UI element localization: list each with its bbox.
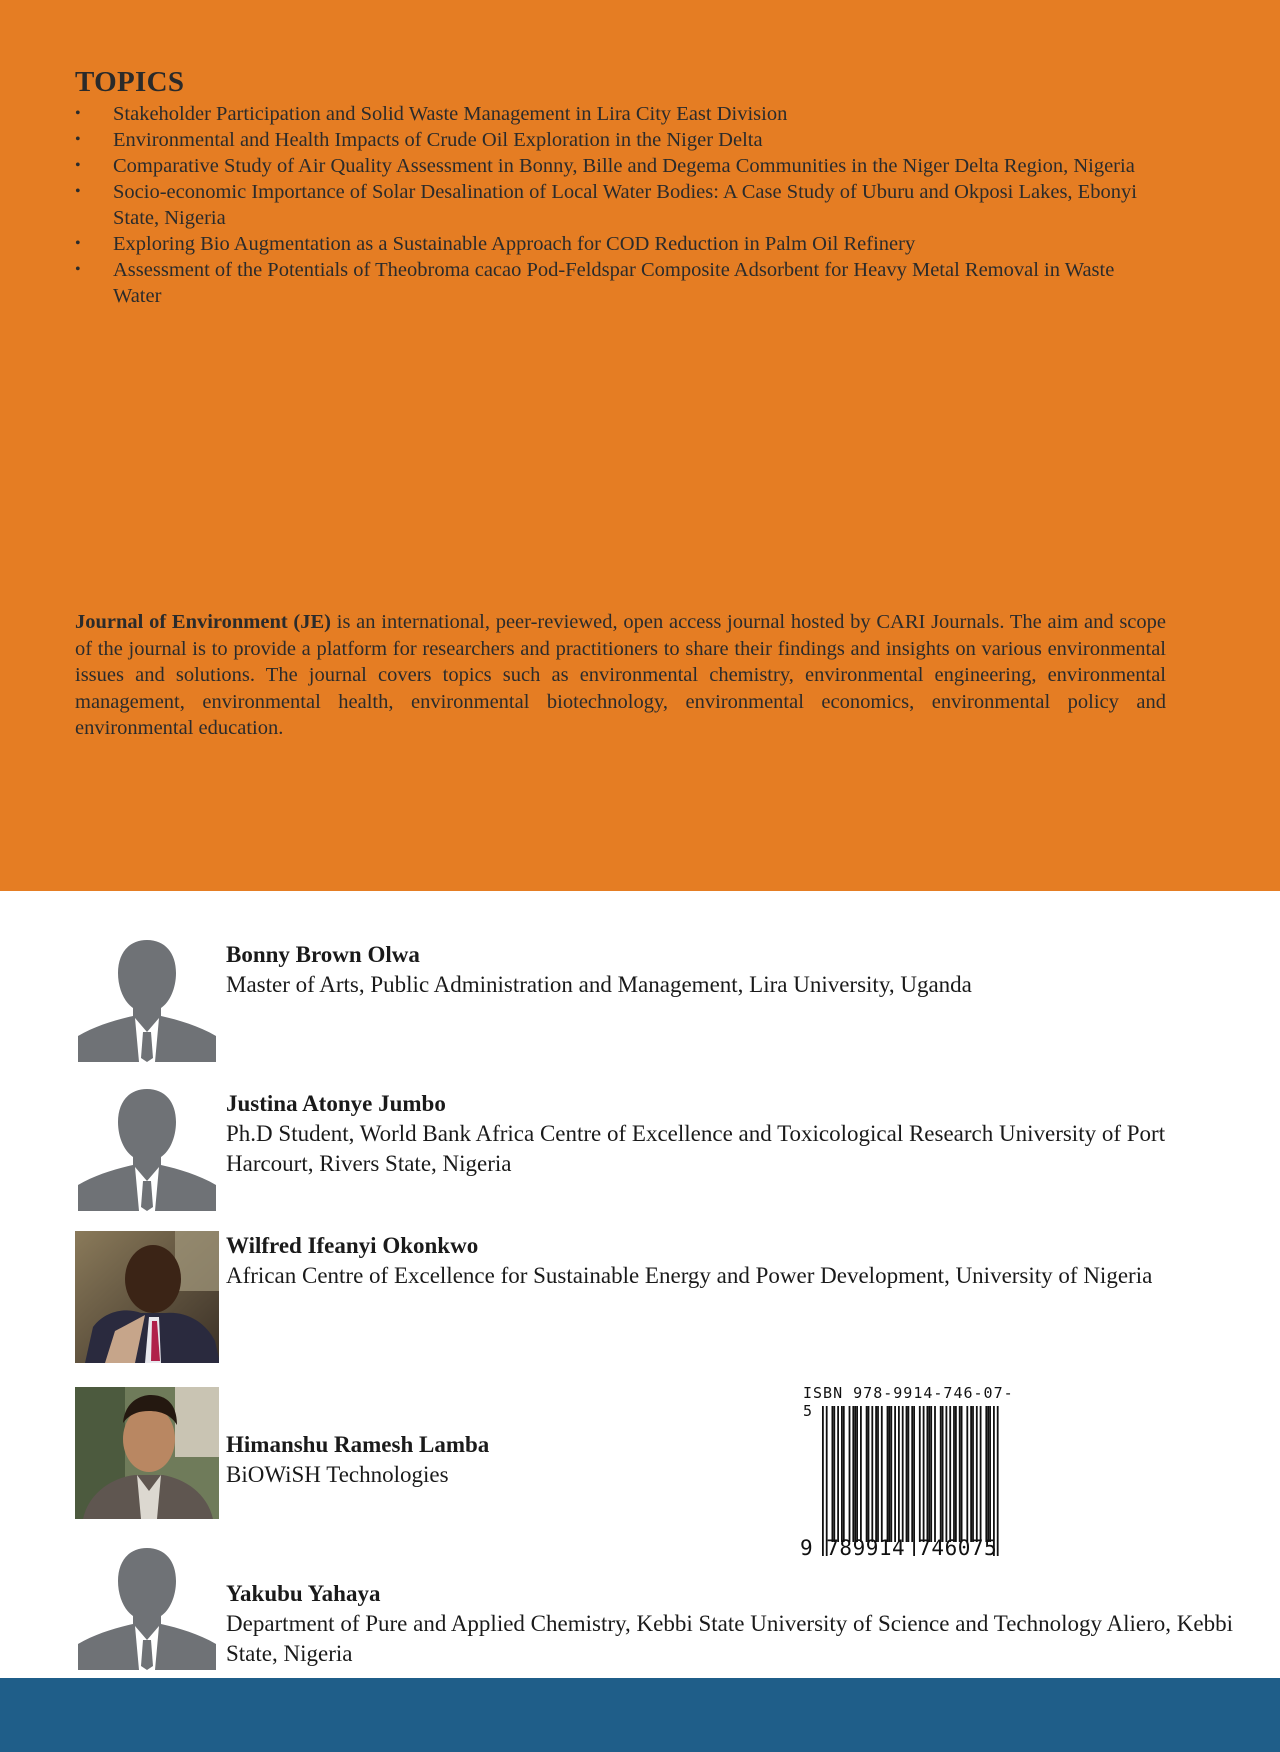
barcode-bar — [902, 1406, 904, 1542]
journal-name: Journal of Environment (JE) — [75, 611, 332, 633]
author-name: Yakubu Yahaya — [226, 1581, 381, 1606]
author-affiliation: BiOWiSH Technologies — [226, 1462, 449, 1487]
topic-item: • Comparative Study of Air Quality Assessment in Bonny, Bille and Degema Communities in the Niger Delta Region, Nigeria — [75, 155, 1135, 177]
barcode-bar — [833, 1406, 835, 1542]
barcode-bar — [959, 1406, 961, 1542]
barcode-bar — [930, 1406, 932, 1542]
barcode-bar — [946, 1406, 948, 1542]
barcode-bar — [849, 1406, 851, 1542]
journal-description-text: is an international, peer-reviewed, open access journal hosted by CARI Journals. The aim and scope of the journal is to provide a platform for researchers and practitioners to share their findings and insights on various environmental issues and solutions. The journal covers topics such as environmental chemistry, environmental engineering, environmental management, environmental health, environmental biotechnology, environmental economics, environmental policy and environmental education. — [75, 611, 1166, 739]
barcode-bar — [871, 1406, 873, 1542]
barcode-bar — [894, 1406, 896, 1542]
barcode-bar — [989, 1406, 991, 1542]
barcode-bar — [993, 1406, 995, 1556]
barcode-bar — [966, 1406, 968, 1542]
barcode-bar — [898, 1406, 900, 1542]
barcode-bar — [856, 1406, 858, 1542]
barcode-bar — [923, 1406, 925, 1542]
barcode-bar — [843, 1406, 845, 1542]
topic-item: • Assessment of the Potentials of Theobroma cacao Pod-Feldspar Composite Adsorbent for Heavy Metal Removal in Waste Water — [75, 259, 1115, 307]
bullet-icon: • — [75, 105, 81, 122]
barcode-bar — [913, 1406, 915, 1556]
bullet-icon: • — [75, 131, 81, 148]
barcode-bar — [972, 1406, 974, 1542]
barcode-bars — [800, 1406, 1010, 1556]
topic-item: • Stakeholder Participation and Solid Waste Management in Lira City East Division — [75, 103, 788, 125]
barcode-bar — [890, 1406, 892, 1542]
barcode-bar — [906, 1406, 908, 1542]
barcode-bar — [985, 1406, 987, 1542]
barcode-bar — [881, 1406, 883, 1542]
barcode-digits: 9 789914 746075 — [800, 1536, 998, 1560]
isbn-label: ISBN 978-9914-746-07-5 — [803, 1384, 1014, 1420]
barcode-bar — [934, 1406, 936, 1542]
barcode-bar — [987, 1406, 989, 1542]
barcode-bar — [980, 1406, 982, 1542]
topics-list — [75, 101, 1155, 309]
barcode-bar — [826, 1406, 828, 1556]
barcode-bar — [976, 1406, 978, 1542]
topic-item: • Environmental and Health Impacts of Crude Oil Exploration in the Niger Delta — [75, 129, 763, 151]
barcode-bar — [949, 1406, 951, 1542]
author-name: Wilfred Ifeanyi Okonkwo — [226, 1233, 479, 1258]
barcode-bar — [822, 1406, 824, 1556]
placeholder-silhouette-icon — [75, 940, 219, 1072]
barcode-bar — [854, 1406, 856, 1542]
author-affiliation: Department of Pure and Applied Chemistry, Kebbi State University of Science and Technology Aliero, Kebbi State, Nigeria — [226, 1611, 1233, 1666]
placeholder-silhouette-icon — [75, 1089, 219, 1221]
topic-item: • Socio-economic Importance of Solar Desalination of Local Water Bodies: A Case Study of Uburu and Okposi Lakes, Ebonyi State, Nigeria — [75, 181, 1137, 229]
barcode-bar — [887, 1406, 889, 1542]
author-affiliation: African Centre of Excellence for Sustainable Energy and Power Development, University of Nigeria — [226, 1263, 1153, 1288]
barcode-bar — [955, 1406, 957, 1542]
barcode-bar — [852, 1406, 854, 1542]
placeholder-silhouette-icon — [75, 1548, 219, 1680]
author-name: Himanshu Ramesh Lamba — [226, 1432, 490, 1457]
barcode-bar — [953, 1406, 955, 1542]
barcode-bar — [919, 1406, 921, 1542]
barcode-bar — [911, 1406, 913, 1542]
barcode-bar — [997, 1406, 999, 1556]
bullet-icon: • — [75, 261, 81, 278]
barcode-bar — [860, 1406, 862, 1542]
barcode-bar — [908, 1406, 910, 1542]
barcode-bar — [841, 1406, 843, 1542]
author-name: Bonny Brown Olwa — [226, 942, 420, 967]
portrait-photo — [75, 1231, 219, 1363]
barcode-bar — [927, 1406, 929, 1542]
bullet-icon: • — [75, 183, 81, 200]
barcode-bar — [961, 1406, 963, 1542]
author-name: Justina Atonye Jumbo — [226, 1091, 446, 1116]
barcode-bar — [928, 1406, 930, 1542]
barcode-bar — [889, 1406, 891, 1542]
barcode-bar — [877, 1406, 879, 1542]
barcode-bar — [868, 1406, 870, 1542]
author-affiliation: Ph.D Student, World Bank Africa Centre of Excellence and Toxicological Research University of Port Harcourt, Rivers State, Nigeria — [226, 1121, 1166, 1176]
barcode-bar — [832, 1406, 834, 1542]
barcode-bar — [970, 1406, 972, 1542]
topic-item: • Exploring Bio Augmentation as a Sustainable Approach for COD Reduction in Palm Oil Refinery — [75, 233, 916, 255]
portrait-photo — [75, 1387, 219, 1519]
barcode-bar — [837, 1406, 839, 1542]
barcode-bar — [866, 1406, 868, 1542]
bullet-icon: • — [75, 157, 81, 174]
topics-heading: TOPICS — [75, 66, 185, 98]
barcode-bar — [875, 1406, 877, 1542]
journal-description — [75, 609, 1166, 742]
isbn-barcode — [800, 1384, 1020, 1564]
footer-band — [0, 1678, 1280, 1752]
barcode-bar — [942, 1406, 944, 1542]
author-affiliation: Master of Arts, Public Administration and Management, Lira University, Uganda — [226, 972, 972, 997]
bullet-icon: • — [75, 235, 81, 252]
barcode-bar — [940, 1406, 942, 1542]
